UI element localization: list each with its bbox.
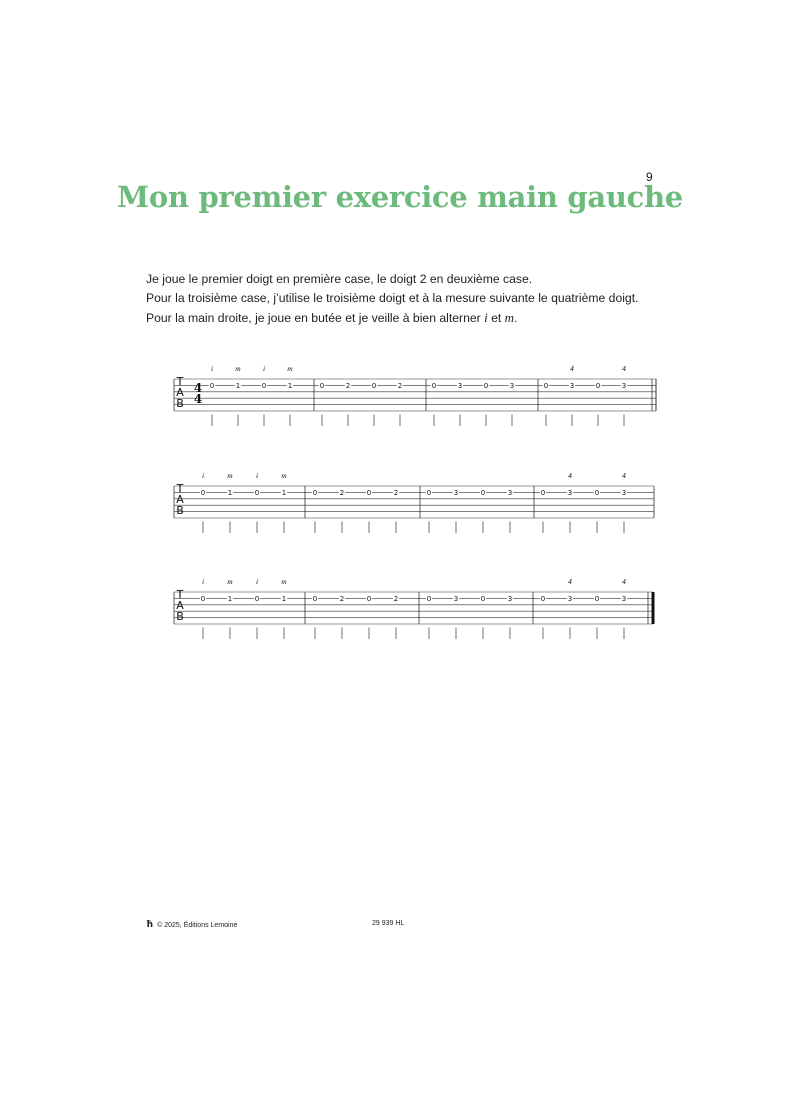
fingering: 4 xyxy=(622,364,626,373)
tab-note: 2 xyxy=(339,594,345,603)
tab-clef-letter: T xyxy=(176,482,184,495)
tab-note: 0 xyxy=(371,381,377,390)
tab-note: 3 xyxy=(507,594,513,603)
finger-m-label: m xyxy=(504,310,515,325)
tab-note: 3 xyxy=(621,594,627,603)
tab-note: 0 xyxy=(483,381,489,390)
tab-clef-letter: B xyxy=(176,610,184,623)
tab-note: 3 xyxy=(453,488,459,497)
tab-note: 1 xyxy=(227,594,233,603)
footer-left xyxy=(146,920,237,930)
tab-note: 0 xyxy=(366,488,372,497)
page-number: 9 xyxy=(646,170,653,184)
tab-note: 1 xyxy=(281,488,287,497)
tab-clef-letter: T xyxy=(176,588,184,601)
tab-note: 2 xyxy=(393,488,399,497)
fingering: m xyxy=(281,577,287,586)
tab-note: 0 xyxy=(543,381,549,390)
tab-note: 0 xyxy=(366,594,372,603)
tab-note: 0 xyxy=(594,594,600,603)
fingering: m xyxy=(235,364,241,373)
tab-note: 2 xyxy=(345,381,351,390)
fingering: m xyxy=(281,471,287,480)
finger-i-label: i xyxy=(484,310,488,325)
tab-note: 3 xyxy=(621,381,627,390)
tab-clef-letter: B xyxy=(176,504,184,517)
copyright: © 2025, Éditions Lemoine xyxy=(157,921,238,929)
fingering: 4 xyxy=(568,471,572,480)
instruction-line-3-and: et xyxy=(487,311,505,325)
tab-clef-letter: A xyxy=(176,386,184,399)
time-signature-digit: 4 xyxy=(193,392,203,406)
fingering: i xyxy=(210,364,214,373)
instruction-line-2: Pour la troisième case, j’utilise le troisième doigt et à la mesure suivante le quatrième doigt. xyxy=(146,291,639,305)
tab-note: 0 xyxy=(200,594,206,603)
tab-note: 0 xyxy=(480,488,486,497)
fingering: 4 xyxy=(622,577,626,586)
tab-note: 0 xyxy=(312,594,318,603)
tab-note: 3 xyxy=(621,488,627,497)
time-signature-digit: 4 xyxy=(193,381,203,395)
fingering: i xyxy=(262,364,266,373)
tab-note: 0 xyxy=(319,381,325,390)
tab-note: 0 xyxy=(200,488,206,497)
tab-clef-letter: T xyxy=(176,375,184,388)
page-title: Mon premier exercice main gauche xyxy=(117,180,683,214)
tab-note: 1 xyxy=(287,381,293,390)
tab-clef-letter: B xyxy=(176,397,184,410)
tab-note: 0 xyxy=(540,488,546,497)
fingering: 4 xyxy=(570,364,574,373)
tab-clef-letter: A xyxy=(176,493,184,506)
fingering: m xyxy=(227,577,233,586)
tab-note: 3 xyxy=(567,488,573,497)
tab-note: 0 xyxy=(431,381,437,390)
fingering: i xyxy=(255,577,259,586)
fingering: m xyxy=(287,364,293,373)
tab-note: 0 xyxy=(254,594,260,603)
fingering: i xyxy=(201,471,205,480)
tab-note: 3 xyxy=(509,381,515,390)
tab-note: 0 xyxy=(426,488,432,497)
catalog-number: 29 939 HL xyxy=(372,920,405,927)
tab-note: 3 xyxy=(507,488,513,497)
lemoine-logo-icon: ħ xyxy=(146,920,154,930)
tab-note: 2 xyxy=(393,594,399,603)
tab-note: 2 xyxy=(339,488,345,497)
tab-note: 1 xyxy=(227,488,233,497)
tab-clef-letter: A xyxy=(176,599,184,612)
tab-note: 1 xyxy=(235,381,241,390)
tab-note: 0 xyxy=(261,381,267,390)
tab-note: 1 xyxy=(281,594,287,603)
tab-note: 3 xyxy=(569,381,575,390)
instruction-line-1: Je joue le premier doigt en première case, le doigt 2 en deuxième case. xyxy=(146,272,533,286)
tab-note: 2 xyxy=(397,381,403,390)
tab-note: 0 xyxy=(595,381,601,390)
instruction-line-3-text: Pour la main droite, je joue en butée et je veille à bien alterner xyxy=(146,311,485,325)
tab-note: 3 xyxy=(567,594,573,603)
tab-note: 0 xyxy=(254,488,260,497)
fingering: i xyxy=(201,577,205,586)
fingering: 4 xyxy=(622,471,626,480)
tab-note: 0 xyxy=(312,488,318,497)
fingering: m xyxy=(227,471,233,480)
tab-note: 0 xyxy=(426,594,432,603)
tab-note: 0 xyxy=(594,488,600,497)
tab-note: 0 xyxy=(209,381,215,390)
instruction-line-3-end: . xyxy=(514,311,518,325)
fingering: i xyxy=(255,471,259,480)
fingering: 4 xyxy=(568,577,572,586)
tab-note: 0 xyxy=(480,594,486,603)
tab-note: 0 xyxy=(540,594,546,603)
tab-note: 3 xyxy=(453,594,459,603)
tab-note: 3 xyxy=(457,381,463,390)
